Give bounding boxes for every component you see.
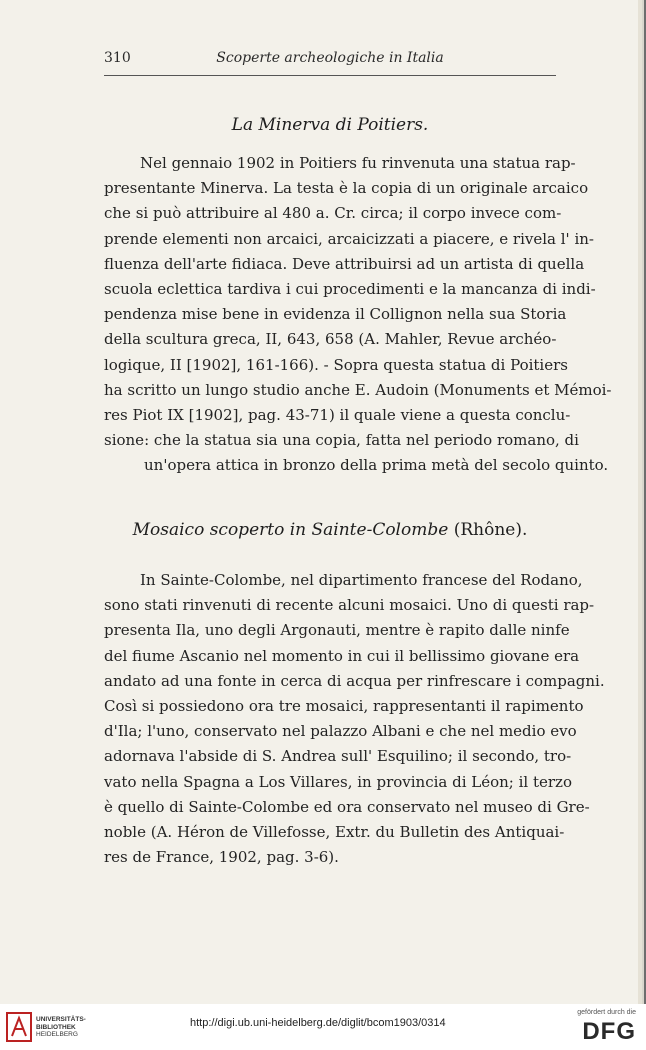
page-number: 310: [104, 50, 131, 66]
text-line: Così si possiedono ora tre mosaici, rappresentanti il rapimento: [104, 696, 584, 715]
dfg-logo: DFG: [582, 1018, 636, 1045]
text-line: andato ad una fonte in cerca di acqua per rinfrescare i compagni.: [104, 671, 605, 690]
page-edge: [638, 0, 642, 1004]
university-seal-icon: [6, 1012, 32, 1042]
text-line: fluenza dell'arte fidiaca. Deve attribuirsi ad un artista di quella: [104, 254, 585, 273]
running-title: Scoperte archeologiche in Italia: [216, 50, 444, 66]
text-line: presenta Ila, uno degli Argonauti, mentre è rapito dalle ninfe: [104, 621, 570, 640]
text-line: della scultura greca, II, 643, 658 (A. Mahler, Revue archéo-: [104, 330, 557, 349]
text-line: un'opera attica in bronzo della prima metà del secolo quinto.: [144, 456, 609, 475]
uni-line: HEIDELBERG: [36, 1031, 78, 1038]
header-rule: [104, 75, 556, 76]
text-line: res de France, 1902, pag. 3-6).: [104, 848, 339, 867]
text-line: Nel gennaio 1902 in Poitiers fu rinvenuta una statua rap-: [140, 154, 576, 172]
text-line: logique, II [1902], 161-166). - Sopra questa statua di Poitiers: [104, 355, 568, 374]
text-line: res Piot IX [1902], pag. 43-71) il quale viene a questa conclu-: [104, 405, 571, 424]
section-title-mosaic: [104, 520, 556, 540]
university-library-label: [36, 1016, 86, 1039]
text-line: vato nella Spagna a Los Villares, in provincia di Léon; il terzo: [104, 772, 572, 791]
text-line: scuola eclettica tardiva i cui procedimenti e la mancanza di indi-: [104, 279, 596, 298]
text-line: noble (A. Héron de Villefosse, Extr. du Bulletin des Antiquai-: [104, 822, 565, 841]
text-line: sione: che la statua sia una copia, fatta nel periodo romano, di: [104, 431, 579, 450]
text-line: è quello di Sainte-Colombe ed ora conservato nel museo di Gre-: [104, 797, 590, 816]
permalink-url[interactable]: http://digi.ub.uni-heidelberg.de/diglit/bcom1903/0314: [190, 1017, 446, 1029]
section-title-italic: Mosaico scoperto in Sainte-Colombe: [132, 520, 449, 540]
text-line: che si può attribuire al 480 a. Cr. circa; il corpo invece com-: [104, 204, 562, 223]
paragraph-mosaic: [104, 568, 605, 870]
text-line: del fiume Ascanio nel momento in cui il bellissimo giovane era: [104, 646, 580, 665]
text-line: presentante Minerva. La testa è la copia di un originale arcaico: [104, 179, 589, 198]
text-line: pendenza mise bene in evidenza il Collignon nella sua Storia: [104, 305, 567, 324]
text-line: In Sainte-Colombe, nel dipartimento francese del Rodano,: [140, 571, 583, 589]
uni-line: UNIVERSITÄTS-: [36, 1016, 86, 1023]
text-line: sono stati rinvenuti di recente alcuni mosaici. Uno di questi rap-: [104, 596, 595, 615]
text-line: prende elementi non arcaici, arcaicizzati a piacere, e rivela l' in-: [104, 229, 594, 248]
section-title-minerva: La Minerva di Poitiers.: [231, 115, 429, 135]
footer-bar: [0, 1004, 646, 1050]
paragraph-minerva: [104, 151, 612, 478]
funded-by-label: gefördert durch die: [577, 1009, 636, 1016]
text-line: adornava l'abside di S. Andrea sull' Esquilino; il secondo, tro-: [104, 747, 572, 766]
running-header: [104, 50, 556, 72]
text-line: ha scritto un lungo studio anche E. Audoin (Monuments et Mémoi-: [104, 380, 612, 399]
text-line: d'Ila; l'uno, conservato nel palazzo Albani e che nel medio evo: [104, 722, 577, 741]
section-title-roman: (Rhône).: [453, 520, 528, 540]
uni-line: BIBLIOTHEK: [36, 1023, 76, 1031]
